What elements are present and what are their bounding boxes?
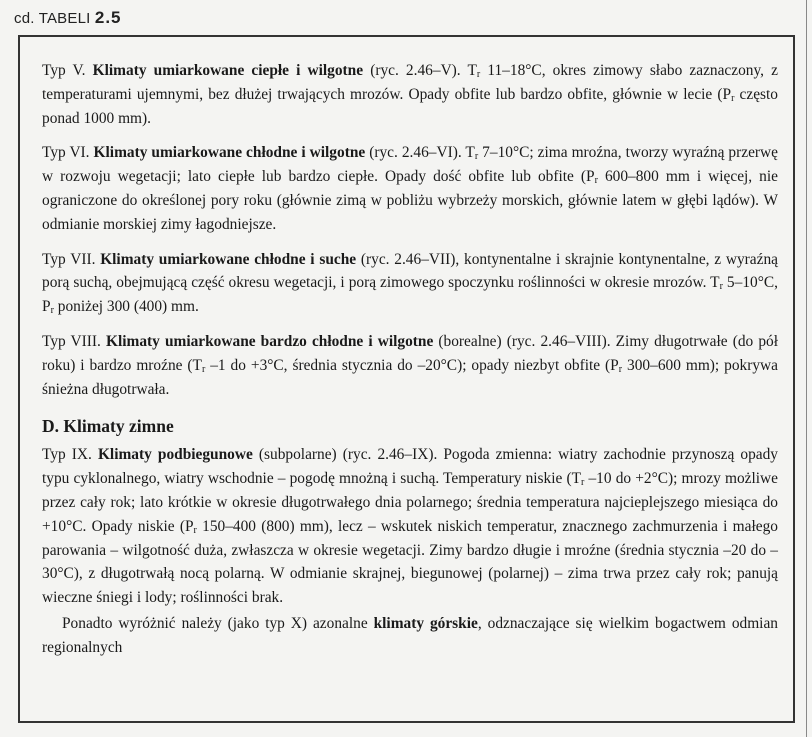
table-continuation-header <box>14 8 122 28</box>
text-segment: (ryc. 2.46–V). T <box>363 62 477 79</box>
text-segment: 11–18°C, okres zimowy słabo zaznaczony, z temperaturami ujemnymi, bez dłużej trwających mrozów. Opady obfite lub bardzo obfite, głównie w lecie (P <box>42 62 778 103</box>
text-segment: Ponadto wyróżnić należy (jako typ X) azonalne <box>62 614 374 632</box>
paragraph-typ-vi <box>42 141 778 236</box>
text-segment: (subpolarne) (ryc. 2.46–IX). Pogoda zmienna: wiatry zachodnie przynoszą opady typu cyklonalnego, wiatry wschodnie – pogodę mnożną i suchą. Temperatury niskie (T <box>42 446 778 488</box>
subscript: r <box>581 477 585 489</box>
type-label: Typ IX. <box>42 446 98 464</box>
subscript: r <box>474 151 479 163</box>
text-segment: 150–400 (800) mm), lecz – wskutek niskich temperatur, znacznego zachmurzenia i małego parowania – wilgotność duża, zwłaszcza w okresie wegetacji. Zimy bardzo długie i mroźne (średnia stycznia –20 do –30°C), z długotrwałą nocą polarną. W odmianie skrajnej, biegunowej (polarnej) – zima trwa przez cały rok; panują wieczne śniegi i lody; roślinności brak. <box>42 517 778 607</box>
type-title: Klimaty umiarkowane chłodne i suche <box>100 250 357 268</box>
subscript: r <box>731 92 735 104</box>
subscript: r <box>201 363 206 375</box>
subscript: r <box>719 281 723 293</box>
type-title: Klimaty umiarkowane chłodne i wilgotne <box>93 144 366 162</box>
subscript: r <box>594 175 598 187</box>
paragraph-typ-viii <box>42 330 778 401</box>
subscript: r <box>193 524 197 536</box>
text-segment: 5–10°C, P <box>42 274 778 316</box>
type-label: Typ VII. <box>42 250 101 268</box>
text-segment: poniżej 300 (400) mm. <box>53 298 199 316</box>
text-segment: (ryc. 2.46–VII), kontynentalne i skrajnie kontynentalne, z wyraźną porą suchą, obejmującą część okresu wegetacji, i porą zimowego spoczynku roślinności w okresie mrozów. T <box>42 250 778 292</box>
table-number: 2.5 <box>94 8 122 27</box>
subscript: r <box>476 69 481 80</box>
text-segment: 300–600 mm); pokrywa śnieżna długotrwała. <box>42 356 778 398</box>
section-heading: D. Klimaty zimne <box>42 416 174 437</box>
paragraph-final <box>42 612 778 660</box>
text-segment: , odznaczające się wielkim bogactwem odmian regionalnych <box>42 614 778 656</box>
text-segment: –1 do +3°C, średnia stycznia do –20°C); opady niezbyt obfite (P <box>205 356 619 374</box>
text-segment: (borealne) (ryc. 2.46–VIII). Zimy długotrwałe (do pół roku) i bardzo mroźne (T <box>42 332 778 374</box>
type-label: Typ VI. <box>42 144 94 162</box>
type-title: klimaty górskie <box>373 614 478 632</box>
paragraph-typ-vii <box>42 248 778 319</box>
paragraph-typ-v <box>42 59 778 130</box>
type-title: Klimaty umiarkowane ciepłe i wilgotne <box>92 62 364 79</box>
text-segment: 600–800 mm i więcej, nie ograniczone do określonej pory roku (głównie zimą w pobliżu wybrzeży morskich, głównie latem w głębi lądów). W odmianie morskiej zimy łagodniejsze. <box>42 168 778 233</box>
type-label: Typ VIII. <box>42 332 106 350</box>
text-segment: 7–10°C; zima mroźna, tworzy wyraźną przerwę w rozwoju wegetacji; lato ciepłe lub bardzo ciepłe. Opady dość obfite lub obfite (P <box>42 144 778 186</box>
type-title: Klimaty podbiegunowe <box>97 446 253 464</box>
subscript: r <box>618 363 623 375</box>
text-segment: (ryc. 2.46–VI). T <box>365 144 475 162</box>
paragraph-typ-ix <box>42 443 778 610</box>
subscript: r <box>50 305 54 317</box>
text-segment: często ponad 1000 mm). <box>42 85 778 127</box>
page-edge-line <box>806 0 807 737</box>
table-content <box>42 59 778 660</box>
text-segment: –10 do +2°C); mrozy możliwe przez cały rok; lato krótkie w okresie długotrwałego dnia polarnego; średnia temperatura najcieplejszego miesiąca do +10°C. Opady niskie (P <box>42 470 778 535</box>
header-prefix: cd. TABELI <box>14 10 91 27</box>
type-title: Klimaty umiarkowane bardzo chłodne i wilgotne <box>105 332 434 350</box>
type-label: Typ V. <box>42 62 93 79</box>
